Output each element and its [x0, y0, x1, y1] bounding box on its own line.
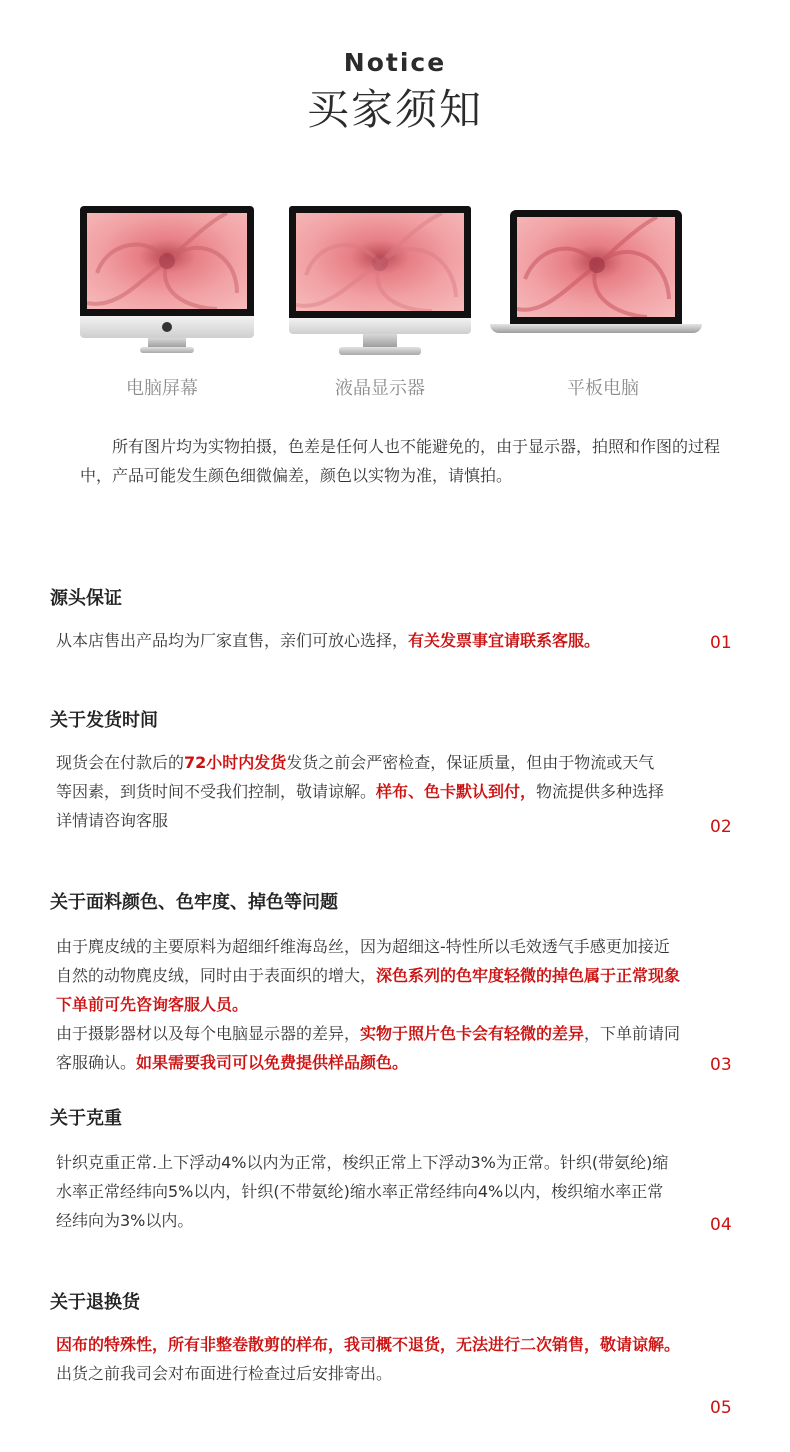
- highlight-text: 如果需要我司可以免费提供样品颜色。: [136, 1053, 409, 1072]
- body-text: 详情请咨询客服: [56, 811, 169, 830]
- highlight-text: 72小时内发货: [184, 753, 287, 772]
- device-label-desktop: 电脑屏幕: [126, 378, 198, 399]
- laptop-icon: [490, 210, 702, 334]
- section-number: 04: [710, 1215, 732, 1235]
- body-text: 针织克重正常.上下浮动4%以内为正常，梭织正常上下浮动3%为正常。针织(带氨纶)缩: [56, 1153, 669, 1172]
- section-number: 02: [710, 817, 732, 837]
- body-text: 等因素，到货时间不受我们控制，敬请谅解。: [56, 782, 377, 801]
- section-title-returns: 关于退换货: [50, 1292, 140, 1313]
- section-number: 01: [710, 633, 732, 653]
- body-text: 客服确认。: [56, 1053, 137, 1072]
- section-line: [56, 961, 726, 990]
- device-label-laptop: 平板电脑: [567, 378, 639, 399]
- highlight-text: 因布的特殊性，所有非整卷散剪的样布，我司概不退货，无法进行二次销售，敬请谅解。: [56, 1335, 681, 1354]
- section-line: [56, 777, 726, 806]
- page-title: 买家须知: [306, 85, 483, 134]
- body-text: 现货会在付款后的: [56, 753, 185, 772]
- section-title-shipping-time: 关于发货时间: [50, 710, 158, 731]
- section-number: 05: [710, 1398, 732, 1418]
- section-line: [56, 806, 726, 835]
- body-text: 从本店售出产品均为厂家直售，亲们可放心选择，: [56, 631, 409, 650]
- section-line: [56, 932, 726, 961]
- lcd-monitor-icon: [289, 206, 471, 356]
- color-disclaimer: 所有图片均为实物拍摄，色差是任何人也不能避免的，由于显示器，拍照和作图的过程中，产品可能发生颜色细微偏差，颜色以实物为准，请慎拍。: [80, 437, 721, 485]
- highlight-text: 有关发票事宜请联系客服。: [408, 631, 601, 650]
- section-body-returns: [56, 1330, 726, 1388]
- body-text: 由于麂皮绒的主要原料为超细纤维海岛丝，因为超细这-特性所以毛效透气手感更加接近: [56, 937, 670, 956]
- notice-heading: Notice: [343, 48, 447, 77]
- section-line: [56, 1048, 726, 1077]
- section-body-shipping-time: [56, 748, 726, 835]
- section-title-weight: 关于克重: [50, 1108, 122, 1129]
- section-title-source-guarantee: 源头保证: [50, 588, 122, 609]
- desktop-computer-icon: [80, 206, 254, 354]
- section-line: [56, 748, 726, 777]
- section-line: [56, 1148, 726, 1177]
- section-line: [56, 1177, 726, 1206]
- section-line: [56, 990, 726, 1019]
- device-label-monitor: 液晶显示器: [335, 378, 425, 399]
- section-title-fabric-color: 关于面料颜色、色牢度、掉色等问题: [50, 892, 338, 913]
- section-body-source-guarantee: [56, 626, 726, 655]
- section-line: [56, 626, 726, 655]
- body-text: 物流提供多种选择: [536, 782, 665, 801]
- highlight-text: 样布、色卡默认到付，: [376, 782, 537, 801]
- section-line: [56, 1330, 726, 1359]
- header: [0, 46, 790, 138]
- body-text: 水率正常经纬向5%以内，针织(不带氨纶)缩水率正常经纬向4%以内，梭织缩水率正常: [56, 1182, 664, 1201]
- body-text: 经纬向为3%以内。: [56, 1211, 194, 1230]
- body-text: 自然的动物麂皮绒，同时由于表面织的增大，: [56, 966, 377, 985]
- body-text: 出货之前我司会对布面进行检查过后安排寄出。: [56, 1364, 393, 1383]
- body-text: 由于摄影器材以及每个电脑显示器的差异，: [56, 1024, 361, 1043]
- section-line: [56, 1359, 726, 1388]
- section-line: [56, 1206, 726, 1235]
- highlight-text: 深色系列的色牢度轻微的掉色属于正常现象: [376, 966, 681, 985]
- highlight-text: 实物于照片色卡会有轻微的差异: [360, 1024, 585, 1043]
- highlight-text: 下单前可先咨询客服人员。: [56, 995, 249, 1014]
- section-number: 03: [710, 1055, 732, 1075]
- section-body-weight: [56, 1148, 726, 1235]
- section-body-fabric-color: [56, 932, 726, 1077]
- body-text: 发货之前会严密检查，保证质量，但由于物流或天气: [286, 753, 655, 772]
- body-text: ，下单前请同: [584, 1024, 681, 1043]
- section-line: [56, 1019, 726, 1048]
